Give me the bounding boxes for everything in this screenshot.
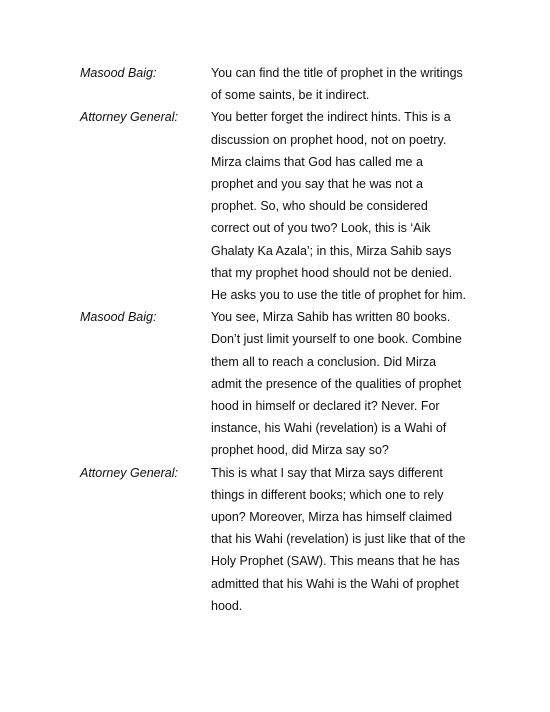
speech-line: You see, Mirza Sahib has written 80 books. (211, 310, 451, 325)
speech-line: admit the presence of the qualities of prophet (211, 376, 462, 391)
transcript-entry (80, 462, 480, 617)
transcript-entry (80, 306, 480, 461)
speech-line: instance, his Wahi (revelation) is a Wahi of (211, 421, 447, 436)
speech-line: Holy Prophet (SAW). This means that he has (211, 554, 460, 569)
speaker-name: Masood Baig: (80, 310, 157, 325)
speech-line: Ghalaty Ka Azala’; in this, Mirza Sahib says (211, 243, 452, 258)
speech-line: You can find the title of prophet in the writings (211, 66, 463, 80)
speech-line: correct out of you two? Look, this is ‘Aik (211, 221, 431, 236)
transcript-entry (80, 62, 480, 106)
speech-line: admitted that his Wahi is the Wahi of prophet (211, 576, 459, 591)
speech-line: things in different books; which one to rely (211, 487, 444, 502)
transcript (80, 62, 480, 617)
speaker-name: Attorney General: (80, 465, 178, 480)
speech-line: This is what I say that Mirza says different (211, 465, 443, 480)
speaker-name: Masood Baig: (80, 66, 157, 80)
speech-line: that his Wahi (revelation) is just like that of the (211, 532, 466, 547)
speech-text (211, 306, 480, 461)
speech-line: prophet and you say that he was not a (211, 177, 423, 192)
speech-line: discussion on prophet hood, not on poetry. (211, 132, 447, 147)
speech-line: Mirza claims that God has called me a (211, 154, 423, 169)
speech-line: them all to reach a conclusion. Did Mirza (211, 354, 437, 369)
speech-text (211, 106, 480, 306)
speech-text (211, 462, 480, 617)
transcript-entry (80, 106, 480, 306)
speech-line: You better forget the indirect hints. This is a (211, 110, 451, 125)
speech-text (211, 62, 480, 106)
speech-line: hood in himself or declared it? Never. For (211, 399, 440, 414)
speech-line: hood. (211, 598, 243, 613)
speech-line: Don’t just limit yourself to one book. Combine (211, 332, 462, 347)
speech-line: He asks you to use the title of prophet for him. (211, 288, 466, 303)
speech-line: prophet hood, did Mirza say so? (211, 443, 389, 458)
speech-line: that my prophet hood should not be denied. (211, 265, 453, 280)
speech-line: prophet. So, who should be considered (211, 199, 428, 214)
speaker-name: Attorney General: (80, 110, 178, 125)
speech-line: of some saints, be it indirect. (211, 88, 370, 103)
speech-line: upon? Moreover, Mirza has himself claimed (211, 510, 453, 525)
